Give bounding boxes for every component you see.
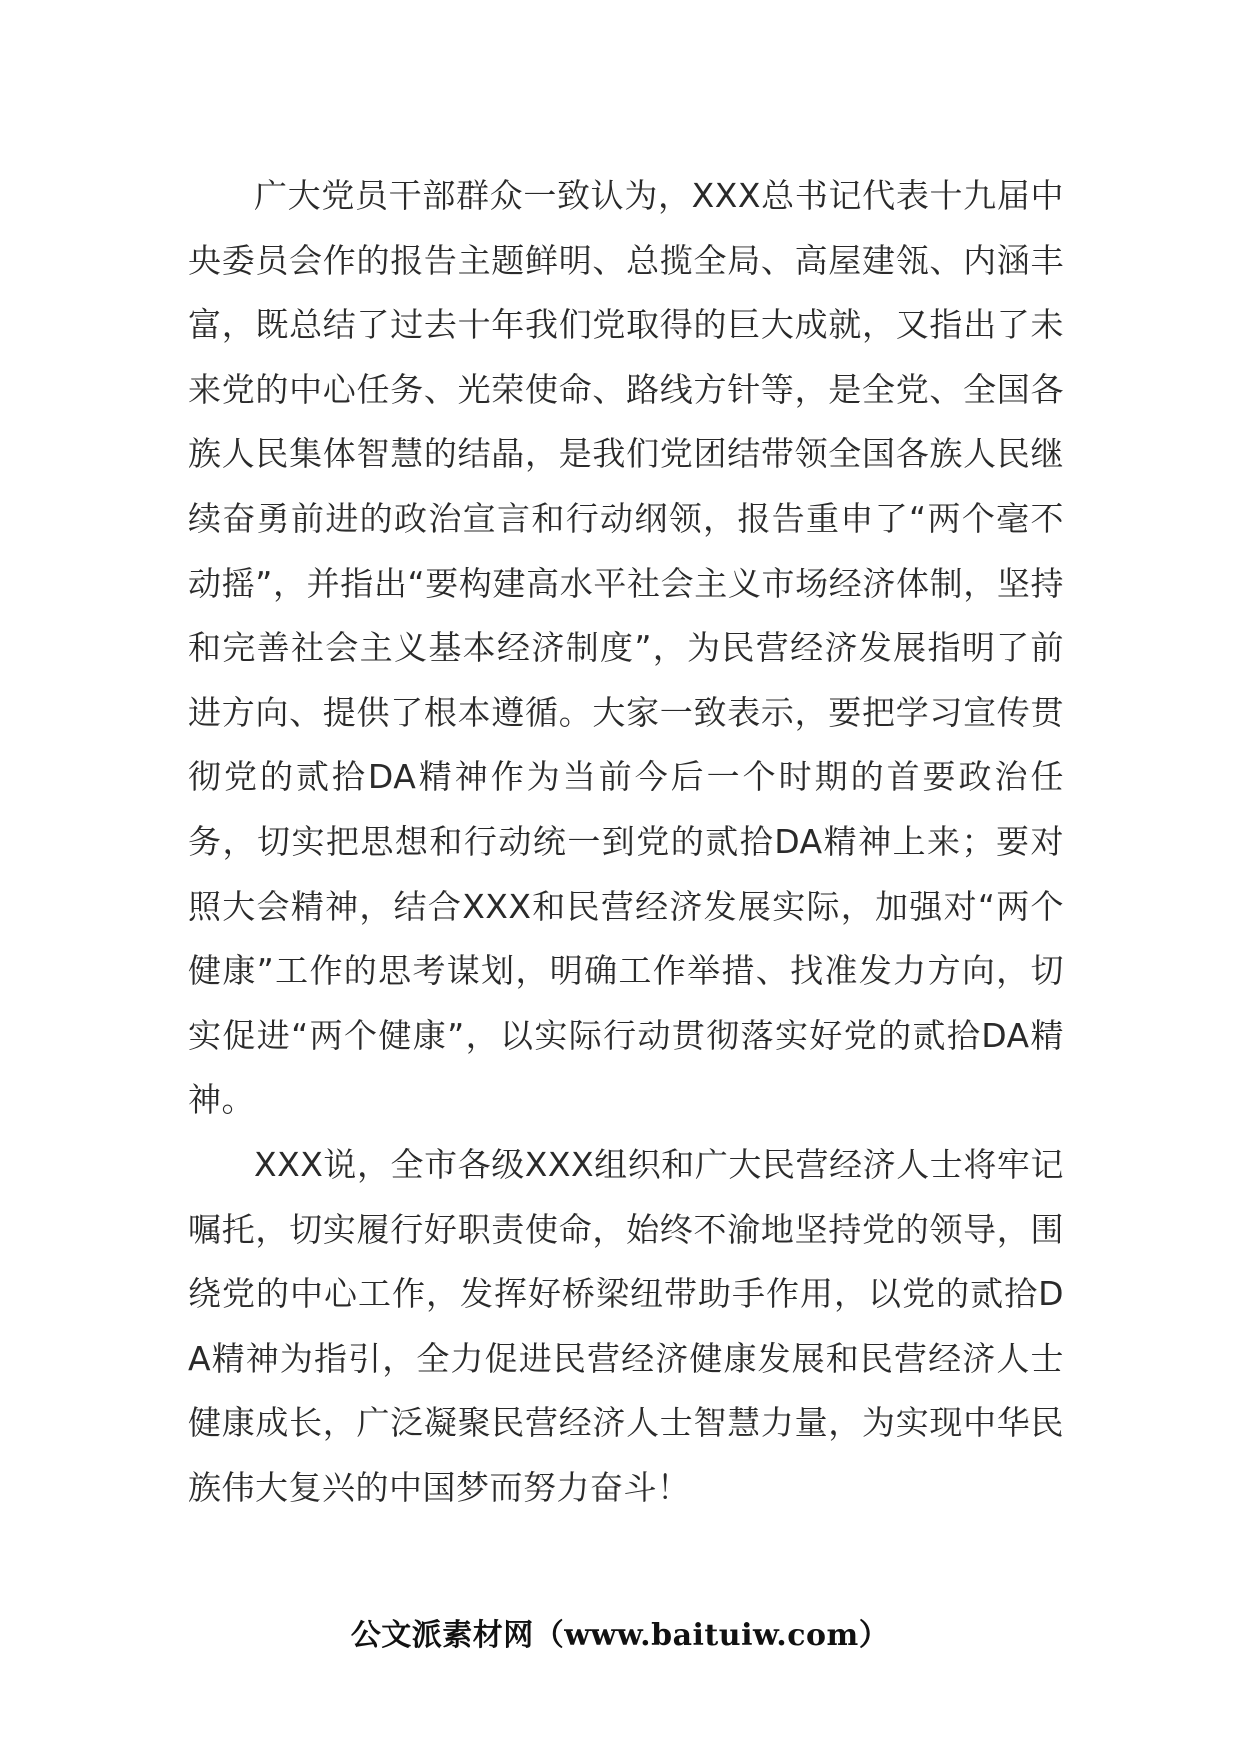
document-body <box>188 164 1064 1520</box>
paragraph-1: 广大党员干部群众一致认为，XXX总书记代表十九届中央委员会作的报告主题鲜明、总揽全局、高屋建瓴、内涵丰富，既总结了过去十年我们党取得的巨大成就，又指出了未来党的中心任务、光荣使命、路线方针等，是全党、全国各族人民集体智慧的结晶，是我们党团结带领全国各族人民继续奋勇前进的政治宣言和行动纲领，报告重申了“两个毫不动摇”，并指出“要构建高水平社会主义市场经济体制，坚持和完善社会主义基本经济制度”，为民营经济发展指明了前进方向、提供了根本遵循。大家一致表示，要把学习宣传贯彻党的贰拾DA精神作为当前今后一个时期的首要政治任务，切实把思想和行动统一到党的贰拾DA精神上来；要对照大会精神，结合XXX和民营经济发展实际，加强对“两个健康”工作的思考谋划，明确工作举措、找准发力方向，切实促进“两个健康”，以实际行动贯彻落实好党的贰拾DA精神。 <box>188 176 1064 1120</box>
paragraph-2: XXX说，全市各级XXX组织和广大民营经济人士将牢记嘱托，切实履行好职责使命，始终不渝地坚持党的领导，围绕党的中心工作，发挥好桥梁纽带助手作用，以党的贰拾DA精神为指引，全力促进民营经济健康发展和民营经济人士健康成长，广泛凝聚民营经济人士智慧力量，为实现中华民族伟大复兴的中国梦而努力奋斗！ <box>188 1144 1064 1507</box>
footer-watermark: 公文派素材网（www.baituiw.com） <box>350 1618 890 1653</box>
